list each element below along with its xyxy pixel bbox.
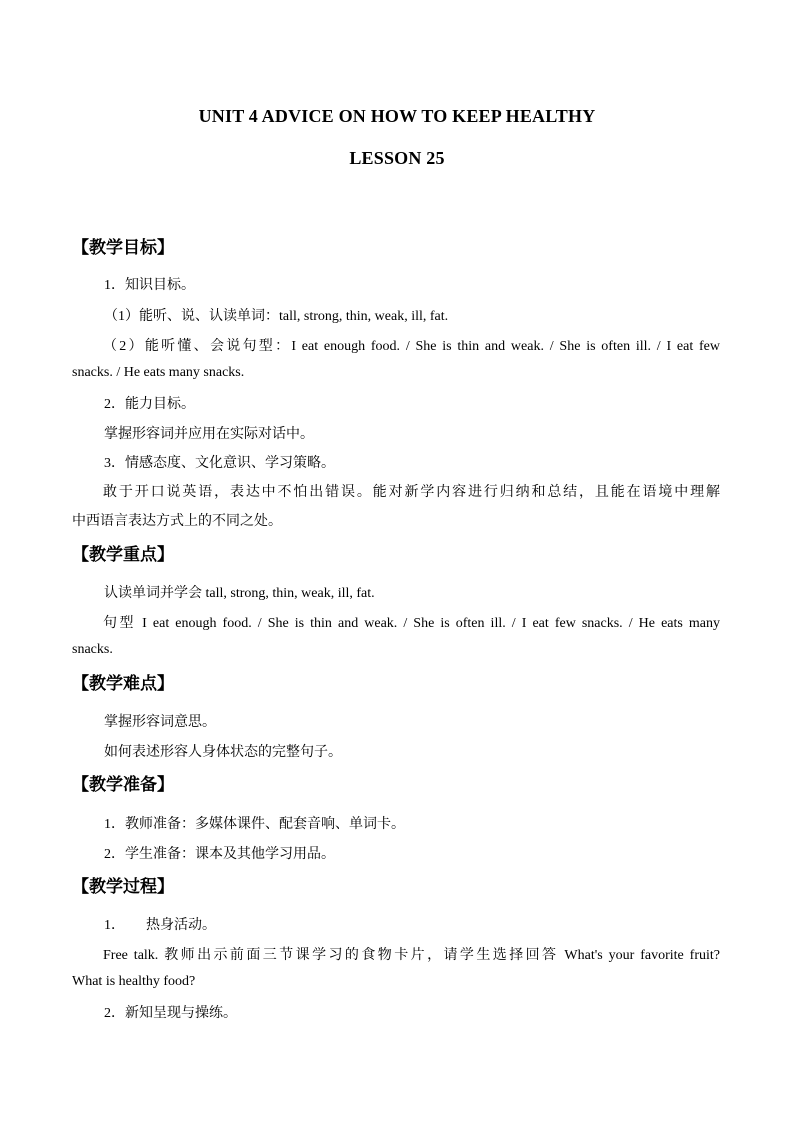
difficulties-line: 掌握形容词意思。 bbox=[104, 715, 216, 730]
objectives-line: 3．情感态度、文化意识、学习策略。 bbox=[104, 456, 335, 471]
preparation-line: 1．教师准备：多媒体课件、配套音响、单词卡。 bbox=[104, 817, 405, 832]
key-points-heading: 【教学重点】 bbox=[72, 545, 174, 565]
process-line: 2．新知呈现与操练。 bbox=[104, 1006, 237, 1021]
difficulties-line: 如何表述形容人身体状态的完整句子。 bbox=[104, 745, 342, 760]
process-line: Free talk. 教师出示前面三节课学习的食物卡片，请学生选择回答 What's your favorite fruit? bbox=[103, 948, 720, 963]
objectives-heading: 【教学目标】 bbox=[72, 238, 174, 258]
objectives-line: 敢于开口说英语，表达中不怕出错误。能对新学内容进行归纳和总结，且能在语境中理解 bbox=[103, 485, 720, 500]
objectives-line: （2）能听懂、会说句型：I eat enough food. / She is thin and weak. / She is often ill. / I eat few bbox=[103, 339, 720, 354]
objectives-line: 2．能力目标。 bbox=[104, 397, 195, 412]
unit-title: UNIT 4 ADVICE ON HOW TO KEEP HEALTHY bbox=[198, 106, 596, 126]
process-line: What is healthy food? bbox=[72, 974, 196, 989]
objectives-line: snacks. / He eats many snacks. bbox=[72, 365, 245, 380]
key-points-line: 认读单词并学会 tall, strong, thin, weak, ill, fat. bbox=[104, 586, 375, 601]
process-heading: 【教学过程】 bbox=[72, 877, 174, 897]
lesson-title: LESSON 25 bbox=[349, 148, 445, 168]
preparation-line: 2．学生准备：课本及其他学习用品。 bbox=[104, 847, 335, 862]
process-line: 1． 热身活动。 bbox=[104, 918, 216, 933]
difficulties-heading: 【教学难点】 bbox=[72, 674, 174, 694]
objectives-line: （1）能听、说、认读单词：tall, strong, thin, weak, ill, fat. bbox=[104, 309, 449, 324]
key-points-line: snacks. bbox=[72, 642, 113, 657]
preparation-heading: 【教学准备】 bbox=[72, 775, 174, 795]
key-points-line: 句型 I eat enough food. / She is thin and weak. / She is often ill. / I eat few snacks. / He eats many bbox=[103, 616, 720, 631]
objectives-line: 掌握形容词并应用在实际对话中。 bbox=[104, 427, 314, 442]
objectives-line: 1．知识目标。 bbox=[104, 278, 195, 293]
objectives-line: 中西语言表达方式上的不同之处。 bbox=[72, 514, 282, 529]
